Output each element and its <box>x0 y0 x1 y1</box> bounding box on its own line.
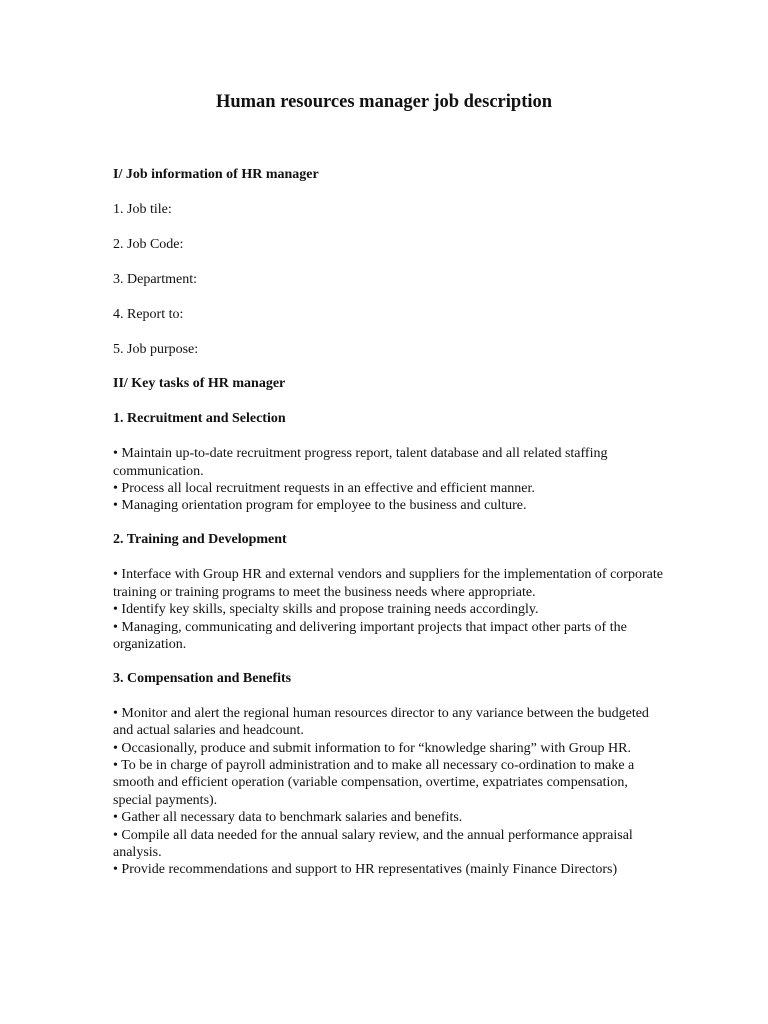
subsection-heading-compensation: 3. Compensation and Benefits <box>113 670 292 686</box>
document-title: Human resources manager job description <box>215 92 553 112</box>
field-report-to: 4. Report to: <box>113 306 184 322</box>
field-job-title: 1. Job tile: <box>113 201 172 217</box>
subsection-heading-training: 2. Training and Development <box>113 532 287 548</box>
recruitment-bullet-3: • Managing orientation program for employee to the business and culture. <box>113 498 527 514</box>
training-bullet-3: • Managing, communicating and delivering important projects that impact other parts of the organization. <box>113 619 627 652</box>
recruitment-bullet-list <box>113 445 663 515</box>
section-heading-key-tasks: II/ Key tasks of HR manager <box>113 376 286 392</box>
compensation-bullet-2: • Occasionally, produce and submit information to for “knowledge sharing” with Group HR. <box>113 740 631 756</box>
training-bullet-list <box>113 566 663 653</box>
subsection-heading-recruitment: 1. Recruitment and Selection <box>113 411 286 427</box>
section-heading-job-information: I/ Job information of HR manager <box>113 167 319 182</box>
compensation-bullet-1: • Monitor and alert the regional human resources director to any variance between the budgeted and actual salaries and headcount. <box>113 705 649 739</box>
compensation-bullet-list <box>113 705 663 879</box>
recruitment-bullet-2: • Process all local recruitment requests in an effective and efficient manner. <box>113 481 535 497</box>
field-department: 3. Department: <box>113 271 197 287</box>
compensation-bullet-4: • Gather all necessary data to benchmark salaries and benefits. <box>113 810 463 826</box>
compensation-bullet-6: • Provide recommendations and support to HR representatives (mainly Finance Directors) <box>113 862 618 878</box>
training-bullet-1: • Interface with Group HR and external vendors and suppliers for the implementation of corporate training or training programs to meet the business needs where appropriate. <box>113 567 663 600</box>
training-bullet-2: • Identify key skills, specialty skills and propose training needs accordingly. <box>113 602 539 618</box>
compensation-bullet-3: • To be in charge of payroll administration and to make all necessary co-ordination to make a smooth and efficient operation (variable compensation, overtime, expatriates compensation, special payments). <box>113 757 635 808</box>
field-job-purpose: 5. Job purpose: <box>113 341 199 357</box>
field-job-code: 2. Job Code: <box>113 236 184 252</box>
compensation-bullet-5: • Compile all data needed for the annual salary review, and the annual performance appraisal analysis. <box>113 827 633 860</box>
document-body <box>113 166 663 879</box>
recruitment-bullet-1: • Maintain up-to-date recruitment progress report, talent database and all related staffing communication. <box>113 446 608 479</box>
